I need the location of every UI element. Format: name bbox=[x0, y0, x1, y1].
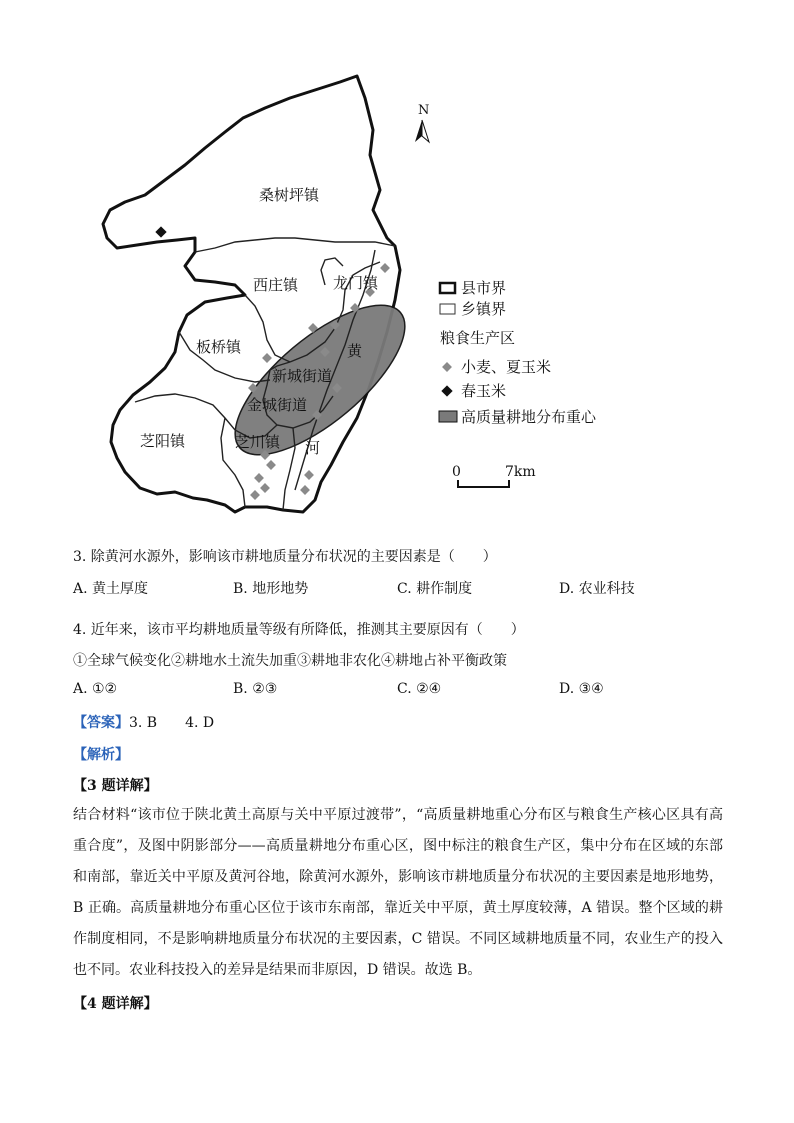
scale-bar bbox=[452, 464, 536, 487]
north-arrow-icon bbox=[415, 103, 429, 142]
legend-wheat-corn: 小麦、夏玉米 bbox=[461, 358, 552, 376]
county-map bbox=[95, 70, 635, 520]
legend-county-boundary: 县市界 bbox=[461, 279, 507, 297]
town-longmen: 龙门镇 bbox=[333, 274, 379, 292]
detail-4-label: 【4 题详解】 bbox=[73, 996, 158, 1012]
q3-option-a: A. 黄土厚度 bbox=[73, 581, 149, 597]
q4-option-c: C. ②④ bbox=[397, 681, 442, 697]
river-char-he: 河 bbox=[305, 439, 321, 457]
map-legend bbox=[439, 279, 597, 426]
question-4-stem: 4. 近年来，该市平均耕地质量等级有所降低，推测其主要原因有（ ） bbox=[73, 622, 525, 638]
legend-grain-title: 粮食生产区 bbox=[440, 329, 516, 347]
town-banqiao: 板桥镇 bbox=[196, 338, 242, 356]
answer-line bbox=[73, 712, 214, 732]
svg-text:N: N bbox=[418, 103, 430, 118]
answer-text: 3. B 4. D bbox=[129, 715, 215, 731]
analysis-label: 【解析】 bbox=[73, 747, 129, 763]
q4-option-b: B. ②③ bbox=[233, 681, 278, 697]
legend-town-boundary: 乡镇界 bbox=[461, 300, 507, 318]
town-xizhuang: 西庄镇 bbox=[253, 276, 299, 294]
svg-text:0: 0 bbox=[452, 464, 461, 480]
river-char-huang: 黄 bbox=[347, 342, 363, 360]
q3-option-b: B. 地形地势 bbox=[233, 581, 309, 597]
town-sangshuping: 桑树坪镇 bbox=[259, 186, 320, 204]
town-zhiyang: 芝阳镇 bbox=[140, 432, 186, 450]
town-jincheng: 金城街道 bbox=[247, 396, 308, 414]
detail-3-text: 结合材料“该市位于陕北黄土高原与关中平原过渡带”，“高质量耕地重心分布区与粮食生产核心区具有高重合度”，及图中阴影部分——高质量耕地分布重心区，图中标注的粮食生产区，集中分布在区域的东部和南部，靠近关中平原及黄河谷地，除黄河水源外，影响该市耕地质量分布状况的主要因素是地形地势，B 正确。高质量耕地分布重心区位于该市东南部，靠近关中平原，黄土厚度较薄，A 错误。整个区域的耕作制度相同，不是影响耕地质量分布状况的主要因素，C 错误。不同区域耕地质量不同，农业生产的投入也不同。农业科技投入的差异是结果而非原因，D 错误。故选 B。 bbox=[73, 807, 723, 978]
legend-spring-corn: 春玉米 bbox=[461, 382, 507, 400]
town-xincheng: 新城街道 bbox=[272, 367, 333, 385]
question-3-stem: 3. 除黄河水源外，影响该市耕地质量分布状况的主要因素是（ ） bbox=[73, 549, 497, 565]
svg-text:7km: 7km bbox=[505, 464, 536, 480]
legend-high-quality: 高质量耕地分布重心 bbox=[461, 408, 597, 426]
q4-option-d: D. ③④ bbox=[559, 681, 604, 697]
q4-option-a: A. ①② bbox=[73, 681, 118, 697]
detail-3-label: 【3 题详解】 bbox=[73, 778, 158, 794]
question-4-items: ①全球气候变化②耕地水土流失加重③耕地非农化④耕地占补平衡政策 bbox=[73, 653, 507, 669]
spring-corn-marker bbox=[155, 226, 166, 237]
q3-option-d: D. 农业科技 bbox=[559, 581, 635, 597]
answer-label: 【答案】 bbox=[73, 715, 129, 731]
q3-option-c: C. 耕作制度 bbox=[397, 581, 473, 597]
town-zhichuan: 芝川镇 bbox=[235, 433, 281, 451]
